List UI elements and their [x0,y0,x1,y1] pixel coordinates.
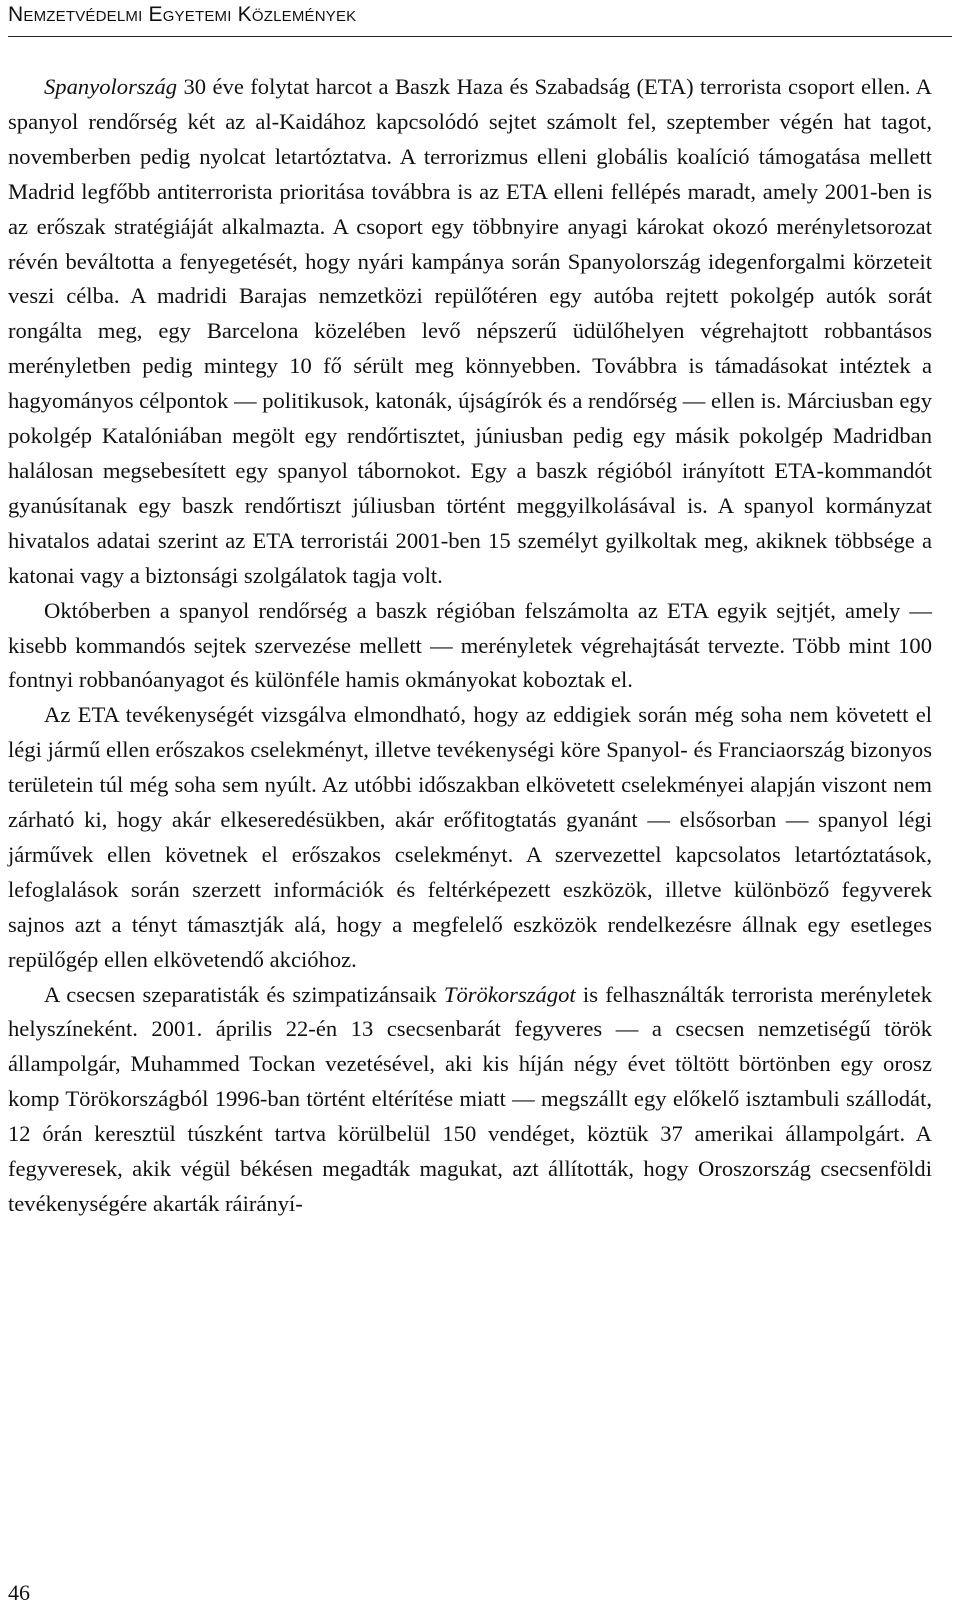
paragraph-turkey-text: is felhasználták terrorista merényletek helyszíneként. 2001. április 22-én 13 csecsenbarát fegyveres — a csecsen nemzetiségű török állampolgár, Muhammed Tockan vezetésével, aki kis híján négy évet töltött börtönben egy orosz komp Törökországból 1996-ban történt eltérítése miatt — megszállt egy előkelő isztambuli szállodát, 12 órán keresztül túszként tartva körülbelül 150 vendéget, köztük 37 amerikai állampolgárt. A fegyveresek, akik végül békésen megadták magukat, azt állították, hogy Oroszország csecsenföldi tevékenységére akarták ráirányí- [8,981,932,1216]
paragraph-turkey-lead: A csecsen szeparatisták és szimpatizánsaik [44,981,444,1007]
paragraph-spain-text: 30 éve folytat harcot a Baszk Haza és Szabadság (ETA) terrorista csoport ellen. A spanyol rendőrség két az al-Kaidához kapcsolódó sejtet számolt fel, szeptember végén hat tagot, novemberben pedig nyolcat letartóztatva. A terrorizmus elleni globális koalíció támogatása mellett Madrid legfőbb antiterrorista prioritása továbbra is az ETA elleni fellépés maradt, amely 2001-ben is az erőszak stratégiáját alkalmazta. A csoport egy többnyire anyagi károkat okozó merényletsorozat révén beváltotta a fenyegetését, hogy nyári kampánya során Spanyolország idegenforgalmi körzeteit veszi célba. A madridi Barajas nemzetközi repülőtéren egy autóba rejtett pokolgép autók sorát rongálta meg, egy Barcelona közelében levő népszerű üdülőhelyen végrehajtott robbantásos merényletben pedig mintegy 10 fő sérült meg könnyebben. Továbbra is támadásokat intéztek a hagyományos célpontok — politikusok, katonák, újságírók és a rendőrség — ellen is. Márciusban egy pokolgép Katalóniában megölt egy rendőrtisztet, júniusban pedig egy másik pokolgép Madridban halálosan megsebesített egy spanyol tábornokot. Egy a baszk régióból irányított ETA-kommandót gyanúsítanak egy baszk rendőrtiszt júliusban történt meggyilkolásával is. A spanyol kormányzat hivatalos adatai szerint az ETA terroristái 2001-ben 15 személyt gyilkoltak meg, akiknek többsége a katonai vagy a biztonsági szolgálatok tagja volt. [8,74,932,588]
paragraph-october [8,594,932,699]
page-number: 46 [8,1580,30,1605]
paragraph-eta-activity-text: Az ETA tevékenységét vizsgálva elmondható, hogy az eddigiek során még soha nem követett el légi jármű ellen erőszakos cselekményt, illetve tevékenységi köre Spanyol- és Franciaország bizonyos területein túl még soha sem nyúlt. Az utóbbi időszakban elkövetett cselekményei alapján viszont nem zárható ki, hogy akár elkeseredésükben, akár erőfitogtatás gyanánt — elsősorban — spanyol légi járművek ellen követnek el erőszakos cselekményt. A szervezettel kapcsolatos letartóztatások, lefoglalások során szerzett információk és feltérképezett eszközök, illetve különböző fegyverek sajnos azt a tényt támasztják alá, hogy a megfelelő eszközök rendelkezésre állnak egy esetleges repülőgép ellen elkövetendő akcióhoz. [8,702,932,972]
running-head [8,3,356,27]
paragraph-eta-activity [8,698,932,977]
journal-title: Nemzetvédelmi Egyetemi Közlemények [8,3,357,26]
body-text [8,70,932,1222]
country-turkey: Törökországot [443,981,576,1007]
header-rule [8,36,952,37]
paragraph-october-text: Októberben a spanyol rendőrség a baszk régióban felszámolta az ETA egyik sejtjét, amely — kisebb kommandós sejtek szervezése mellett — merényletek végrehajtását tervezte. Több mint 100 fontnyi robbanóanyagot és különféle hamis okmányokat koboztak el. [8,597,932,693]
paragraph-turkey [8,978,932,1222]
country-spain: Spanyolország [44,74,178,99]
paragraph-spain [8,70,932,594]
